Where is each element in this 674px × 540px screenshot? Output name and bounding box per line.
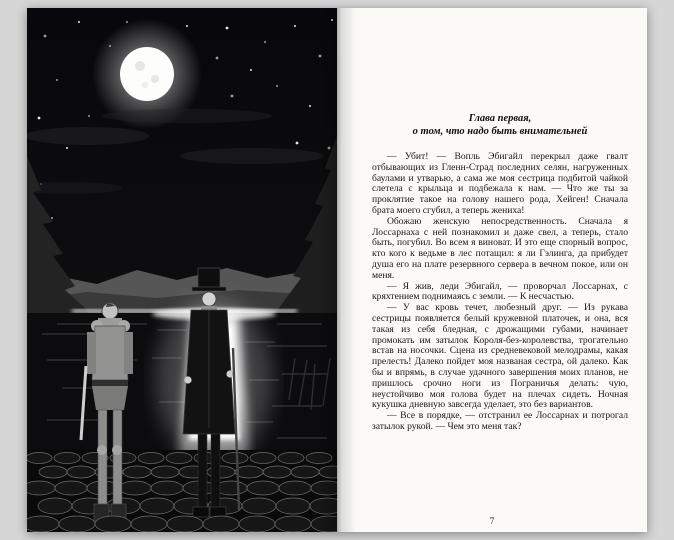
illustration-page <box>27 8 337 532</box>
text-page <box>337 8 647 532</box>
page-number: 7 <box>489 516 495 526</box>
moon-crater <box>142 82 148 88</box>
chapter-heading <box>372 112 628 138</box>
moon-crater <box>151 75 159 83</box>
chapter-subtitle: о том, что надо быть внимательней <box>412 126 588 137</box>
text-column <box>372 8 628 532</box>
gentleman-face <box>202 292 216 306</box>
body-text <box>372 152 628 433</box>
front-rocks <box>27 516 337 532</box>
moon <box>120 47 174 101</box>
night-illustration <box>27 8 337 532</box>
moon-crater <box>135 61 145 71</box>
paragraph: — Все в порядке, — отстранил ее Лоссарнах и потрогал затылок рукой. — Чем это меня так? <box>372 410 628 432</box>
chapter-title: Глава первая, <box>468 113 532 124</box>
top-hat <box>198 268 220 289</box>
paragraph: Обожаю женскую непосредственность. Сначала я Лоссарнаха с ней познакомил и даже свел, а теперь, стало быть, погубил. Во всем я виноват. И это еще спорный вопрос, кто кого к ведьме в лес потащил: я ли Гэлинга, да прибудет душа его на плате резервного сервера в вечном покое, или он меня. <box>372 215 628 281</box>
paragraph: — Убит! — Вопль Эбигайл перекрыл даже гвалт отбывающих из Гленн-Страд последних селян, нагруженных баулами и утварью, а сама же моя сестрица подбитой чайкой слетела с крыльца и подбежала к нам. — Что же ты за проклятие такое на голову нашего рода, Хейген! Сначала брата моего сгубил, а теперь жениха! <box>372 151 628 216</box>
paragraph: — Я жив, леди Эбигайл, — проворчал Лоссарнах, с кряхтением поднимаясь с земли. — К несчастью. <box>372 280 628 303</box>
paragraph: — У вас кровь течет, любезный друг. — Из рукава сестрицы появляется белый кружевной платочек, и она, вся такая из себя бледная, с дрожащими губами, начинает промокать им затылок Короля-без-королевства, трогательно встав на носочки. Сцена из средневековой мелодрамы, какая прелесть! Далеко пойдет моя названая сестра, ой далеко. Как бы и впрямь, в случае удачного завершения моих планов, не пришлось срочно ноги из Пограничья делать: чую, неустойчиво моя голова будет на плечах сидеть. Ночная кукушка дневную завсегда уделает, это без вариантов. <box>372 302 628 411</box>
book-spread <box>27 8 647 532</box>
